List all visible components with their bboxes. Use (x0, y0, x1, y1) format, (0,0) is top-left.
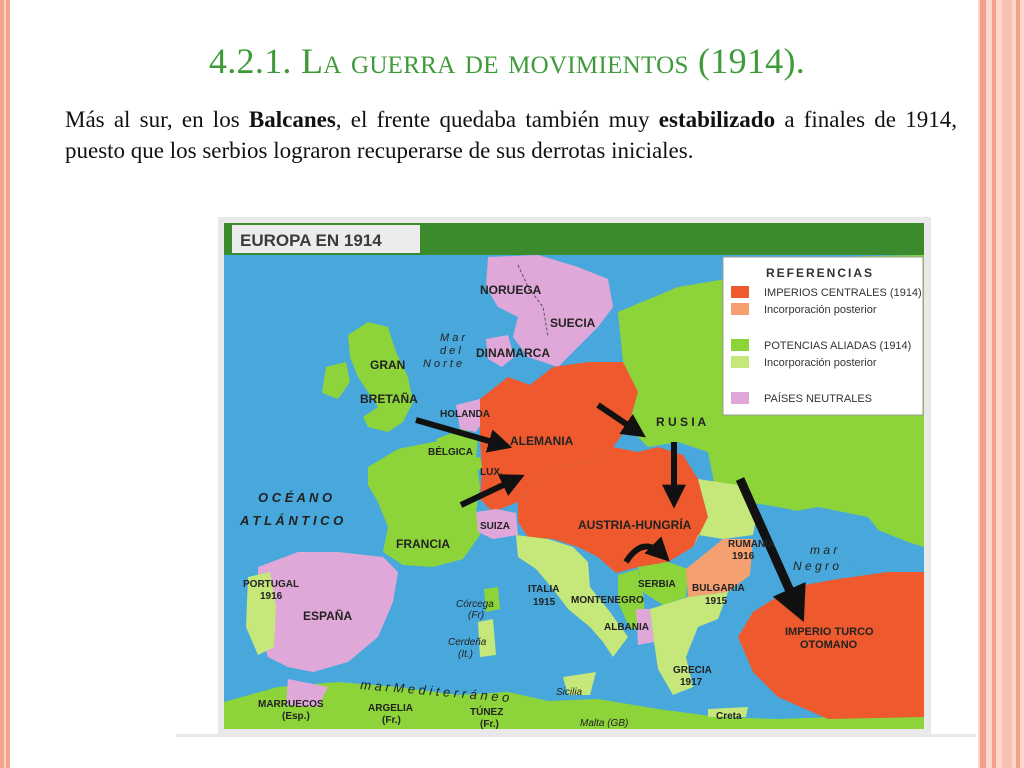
label-portugal: PORTUGAL (243, 579, 300, 590)
legend-swatch-neutral (731, 392, 749, 404)
label-lux: LUX. (480, 467, 503, 478)
paragraph-bold-balcanes: Balcanes (248, 107, 336, 132)
legend-swatch-central (731, 286, 749, 298)
paragraph-text: Más al sur, en los (65, 107, 249, 132)
label-suecia: SUECIA (550, 316, 596, 330)
label-belgica: BÉLGICA (428, 447, 473, 458)
label-sicilia: Sicilia (556, 687, 583, 698)
label-alemania: ALEMANIA (510, 434, 574, 448)
label-mar-norte-2: d e l (440, 345, 461, 357)
legend-swatch-allied-later (731, 356, 749, 368)
label-bulgaria: BULGARIA (692, 583, 745, 594)
label-bretana: BRETAÑA (360, 392, 418, 406)
label-corcega: Córcega (456, 599, 494, 610)
paragraph-text: , el frente quedaba también muy (335, 107, 659, 132)
europe-1914-map (218, 217, 931, 734)
label-albania: ALBANIA (604, 622, 649, 633)
label-portugal-year: 1916 (260, 591, 283, 602)
label-rumania: RUMANÍA (728, 539, 776, 550)
label-espana: ESPAÑA (303, 609, 353, 623)
label-rumania-year: 1916 (732, 551, 755, 562)
label-suiza: SUIZA (480, 521, 510, 532)
label-creta: Creta (716, 711, 742, 722)
label-gran: GRAN (370, 358, 406, 372)
legend-swatch-central-later (731, 303, 749, 315)
label-dinamarca: DINAMARCA (476, 346, 550, 360)
paragraph-text: a finales de 1914, puesto que los serbios lograron recuperarse de sus derrotas iniciales. (65, 107, 958, 163)
label-noruega: NORUEGA (480, 283, 542, 297)
label-austria-hungria: AUSTRIA-HUNGRÍA (578, 518, 692, 532)
label-francia: FRANCIA (396, 537, 450, 551)
label-marruecos: MARRUECOS (258, 699, 324, 710)
label-mar-norte-3: N o r t e (423, 358, 463, 370)
label-grecia: GRECIA (673, 665, 712, 676)
label-rusia: R U S I A (656, 415, 707, 429)
paragraph-bold-estabilizado: estabilizado (658, 107, 776, 132)
footer-divider (176, 734, 976, 737)
label-tunez: TÚNEZ (470, 707, 504, 718)
label-argelia: ARGELIA (368, 703, 413, 714)
legend-label-allied: POTENCIAS ALIADAS (1914) (764, 340, 912, 352)
label-italia: ITALIA (528, 584, 560, 595)
label-mar-negro-1: m a r (810, 543, 838, 557)
slide-paragraph (65, 104, 957, 166)
label-holanda: HOLANDA (440, 409, 490, 420)
slide-title: 4.2.1. La guerra de movimientos (1914). (208, 41, 806, 81)
left-decor-border (0, 0, 10, 768)
right-decor-border (978, 0, 1024, 768)
legend-swatch-allied (731, 339, 749, 351)
label-imperio-turco: IMPERIO TURCO (785, 626, 874, 638)
legend-label-central-later: Incorporación posterior (764, 304, 877, 316)
label-mar-negro-2: N e g r o (793, 559, 840, 573)
label-mar-norte-1: M a r (440, 332, 466, 344)
label-argelia-fr: (Fr.) (382, 715, 401, 726)
label-malta: Malta (GB) (580, 718, 629, 729)
legend-box (723, 257, 923, 415)
label-mar-mediterraneo: m a r M e d i t e r r á n e o (359, 677, 511, 706)
label-marruecos-esp: (Esp.) (282, 711, 310, 722)
map-header-title: EUROPA EN 1914 (240, 231, 382, 250)
label-montenegro: MONTENEGRO (571, 595, 644, 606)
legend-label-allied-later: Incorporación posterior (764, 357, 877, 369)
label-grecia-year: 1917 (680, 677, 703, 688)
legend-label-neutral: PAÍSES NEUTRALES (764, 393, 872, 405)
label-italia-year: 1915 (533, 597, 556, 608)
legend-title: REFERENCIAS (766, 266, 875, 280)
map-legend (723, 257, 923, 415)
label-corcega-fr: (Fr) (468, 610, 485, 621)
label-cerdena-it: (It.) (458, 649, 473, 660)
label-cerdena: Cerdeña (448, 637, 487, 648)
label-tunez-fr: (Fr.) (480, 719, 499, 730)
label-otomano: OTOMANO (800, 639, 858, 651)
label-serbia: SERBIA (638, 579, 676, 590)
label-atlantico: A T L Á N T I C O (240, 513, 344, 528)
legend-label-central: IMPERIOS CENTRALES (1914) (764, 287, 922, 299)
label-oceano: O C É A N O (258, 490, 333, 505)
label-bulgaria-year: 1915 (705, 596, 728, 607)
